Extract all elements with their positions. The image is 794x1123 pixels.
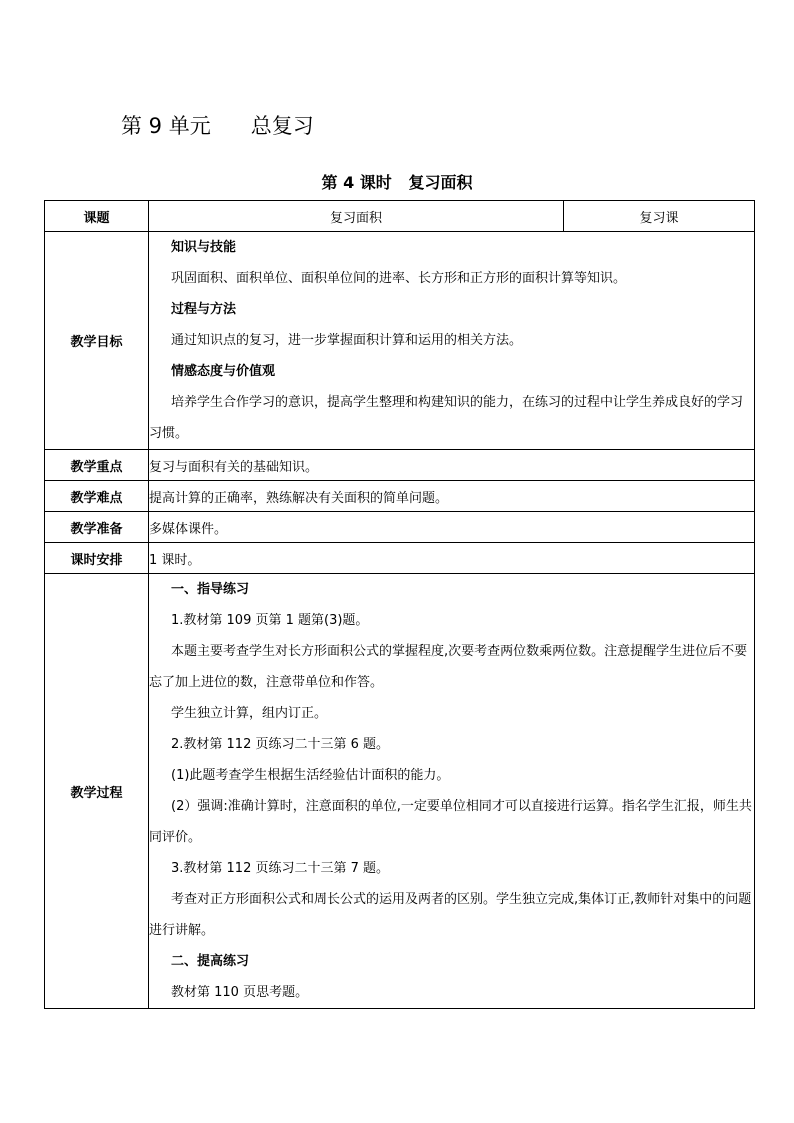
key-point-text: 复习与面积有关的基础知识。 — [149, 450, 755, 481]
row-key-point — [45, 450, 755, 481]
label-process: 教学过程 — [45, 574, 149, 1009]
lesson-title: 第 4 课时 复习面积 — [321, 173, 473, 192]
row-topic — [45, 201, 755, 232]
process-item-3: 3.教材第 112 页练习二十三第 7 题。 — [171, 861, 390, 876]
row-schedule — [45, 543, 755, 574]
row-process — [45, 574, 755, 1009]
process-section-2: 二、提高练习 — [171, 954, 250, 969]
label-key-point: 教学重点 — [45, 450, 149, 481]
process-item-1: 1.教材第 109 页第 1 题第(3)题。 — [171, 613, 369, 628]
row-difficulty — [45, 481, 755, 512]
preparation-text: 多媒体课件。 — [149, 512, 755, 543]
lesson-type: 复习课 — [564, 201, 755, 232]
label-preparation: 教学准备 — [45, 512, 149, 543]
process-paragraph: (1)此题考查学生根据生活经验估计面积的能力。 — [171, 768, 450, 783]
goal-text-attitude: 培养学生合作学习的意识，提高学生整理和构建知识的能力，在练习的过程中让学生养成良好的学习习惯。 — [149, 395, 744, 441]
process-item-2: 2.教材第 112 页练习二十三第 6 题。 — [171, 737, 390, 752]
process-content — [149, 574, 755, 1009]
difficulty-text: 提高计算的正确率，熟练解决有关面积的简单问题。 — [149, 481, 755, 512]
schedule-text: 1 课时。 — [149, 543, 755, 574]
process-paragraph: 教材第 110 页思考题。 — [171, 985, 309, 1000]
lesson-plan-table — [44, 200, 755, 1009]
label-goals: 教学目标 — [45, 232, 149, 450]
process-paragraph: (2）强调:准确计算时，注意面积的单位,一定要单位相同才可以直接进行运算。指名学生汇报，师生共同评价。 — [149, 799, 752, 845]
process-section-1: 一、指导练习 — [171, 582, 250, 597]
unit-title: 第 9 单元 总复习 — [121, 114, 314, 138]
row-preparation — [45, 512, 755, 543]
label-schedule: 课时安排 — [45, 543, 149, 574]
row-goals — [45, 232, 755, 450]
goal-heading-knowledge: 知识与技能 — [171, 240, 237, 255]
goal-heading-process: 过程与方法 — [171, 302, 237, 317]
label-difficulty: 教学难点 — [45, 481, 149, 512]
process-paragraph: 学生独立计算，组内订正。 — [171, 706, 328, 721]
goals-content — [149, 232, 755, 450]
topic-value: 复习面积 — [149, 201, 564, 232]
goal-text-knowledge: 巩固面积、面积单位、面积单位间的进率、长方形和正方形的面积计算等知识。 — [171, 271, 627, 286]
goal-text-process: 通过知识点的复习，进一步掌握面积计算和运用的相关方法。 — [171, 333, 523, 348]
goal-heading-attitude: 情感态度与价值观 — [171, 364, 276, 379]
label-topic: 课题 — [45, 201, 149, 232]
process-paragraph: 本题主要考查学生对长方形面积公式的掌握程度,次要考查两位数乘两位数。注意提醒学生进位后不要忘了加上进位的数，注意带单位和作答。 — [149, 644, 748, 690]
process-paragraph: 考查对正方形面积公式和周长公式的运用及两者的区别。学生独立完成,集体订正,教师针对集中的问题进行讲解。 — [149, 892, 752, 938]
